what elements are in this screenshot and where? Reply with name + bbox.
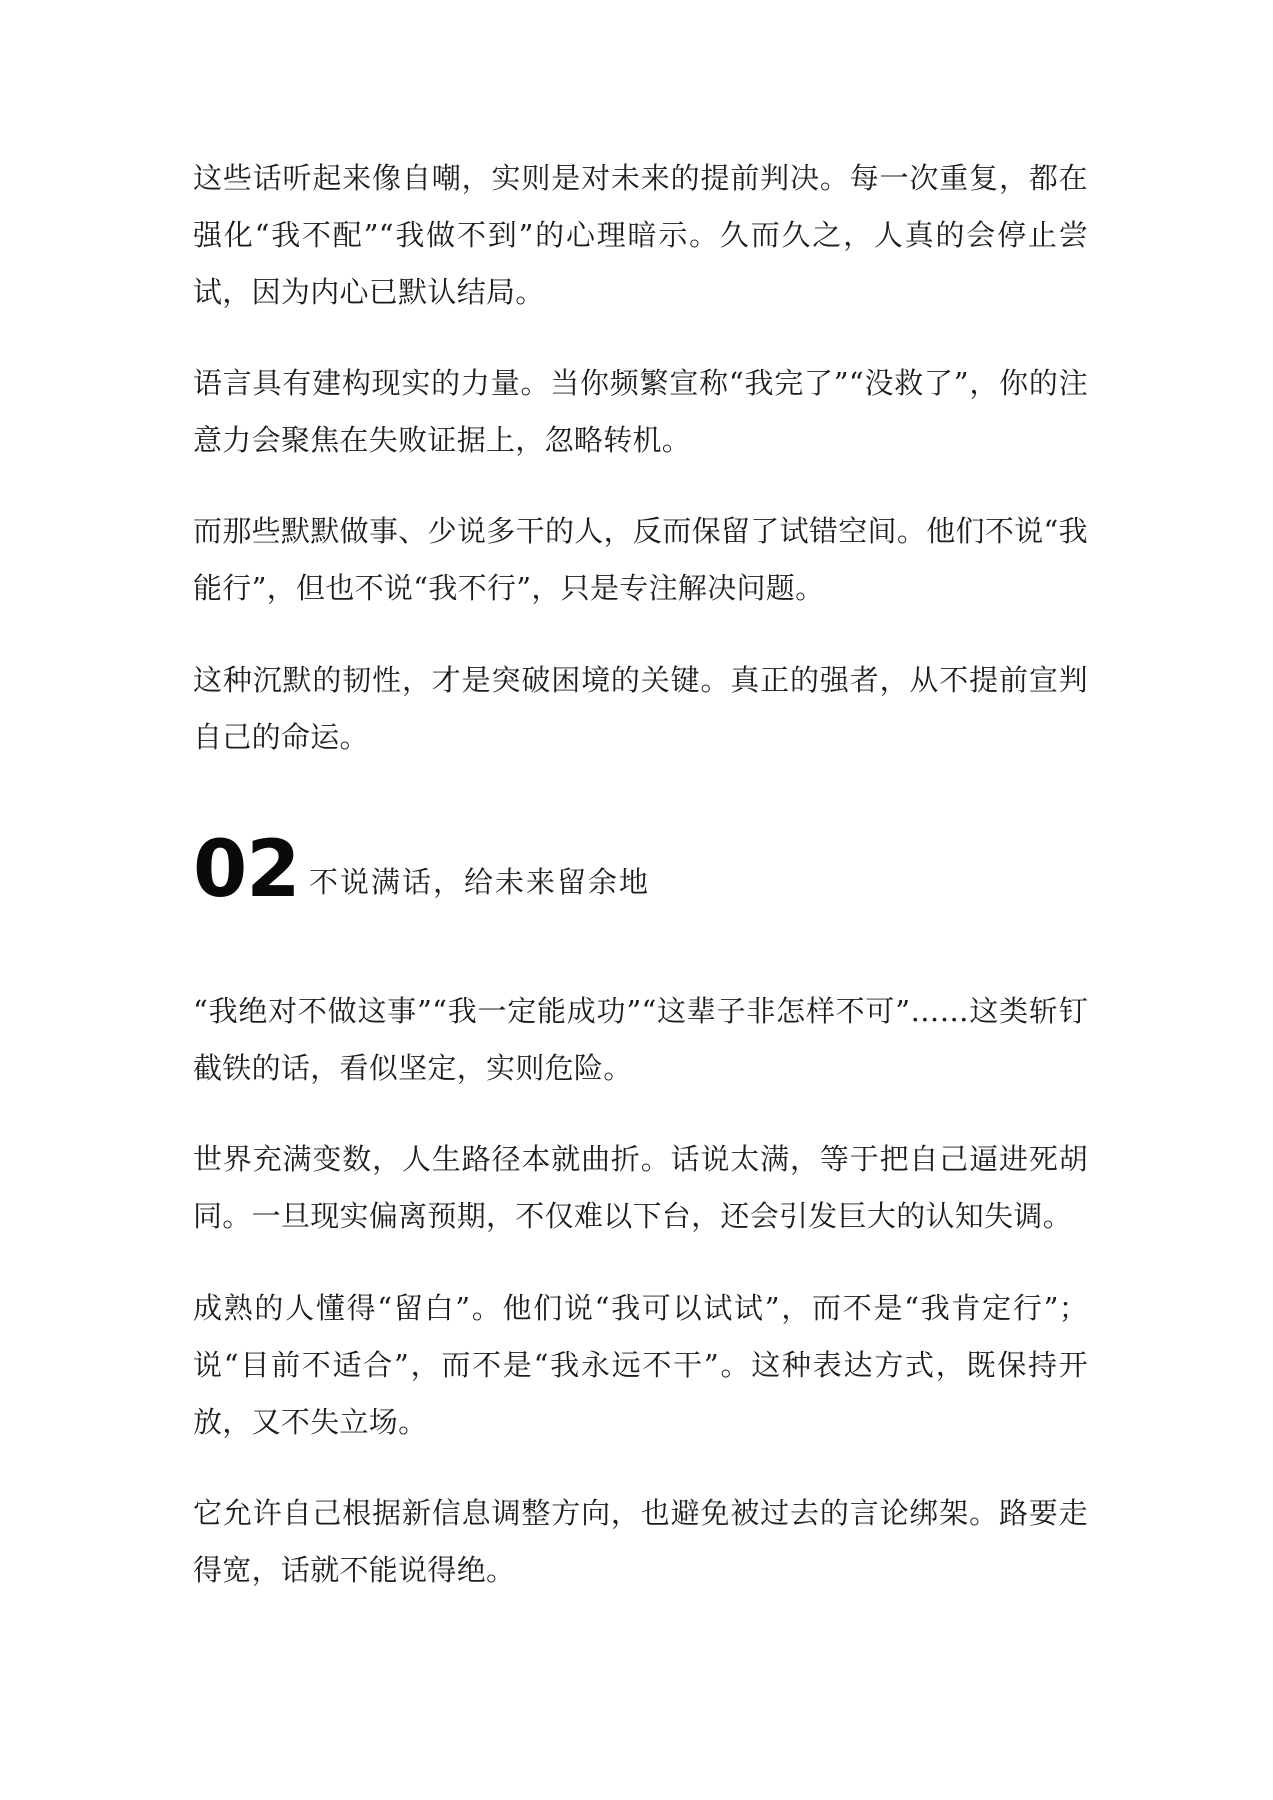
paragraph: 它允许自己根据新信息调整方向，也避免被过去的言论绑架。路要走得宽，话就不能说得绝。 [193, 1496, 1088, 1587]
paragraph: 语言具有建构现实的力量。当你频繁宣称“我完了”“没救了”，你的注意力会聚焦在失败证据上，忽略转机。 [193, 366, 1088, 457]
section-number: 02 [193, 825, 300, 915]
paragraph: 成熟的人懂得“留白”。他们说“我可以试试”，而不是“我肯定行”；说“目前不适合”，而不是“我永远不干”。这种表达方式，既保持开放，又不失立场。 [193, 1291, 1088, 1439]
paragraph: 这种沉默的韧性，才是突破困境的关键。真正的强者，从不提前宣判自己的命运。 [193, 663, 1088, 754]
section-heading [193, 820, 1088, 920]
paragraph: 而那些默默做事、少说多干的人，反而保留了试错空间。他们不说“我能行”，但也不说“我不行”，只是专注解决问题。 [193, 514, 1088, 605]
paragraph: 世界充满变数，人生路径本就曲折。话说太满，等于把自己逼进死胡同。一旦现实偏离预期，不仅难以下台，还会引发巨大的认知失调。 [193, 1142, 1088, 1233]
paragraph: 这些话听起来像自嘲，实则是对未来的提前判决。每一次重复，都在强化“我不配”“我做不到”的心理暗示。久而久之，人真的会停止尝试，因为内心已默认结局。 [193, 161, 1088, 309]
section-title: 不说满话，给未来留余地 [309, 865, 651, 899]
paragraph: “我绝对不做这事”“我一定能成功”“这辈子非怎样不可”……这类斩钉截铁的话，看似坚定，实则危险。 [193, 994, 1088, 1085]
